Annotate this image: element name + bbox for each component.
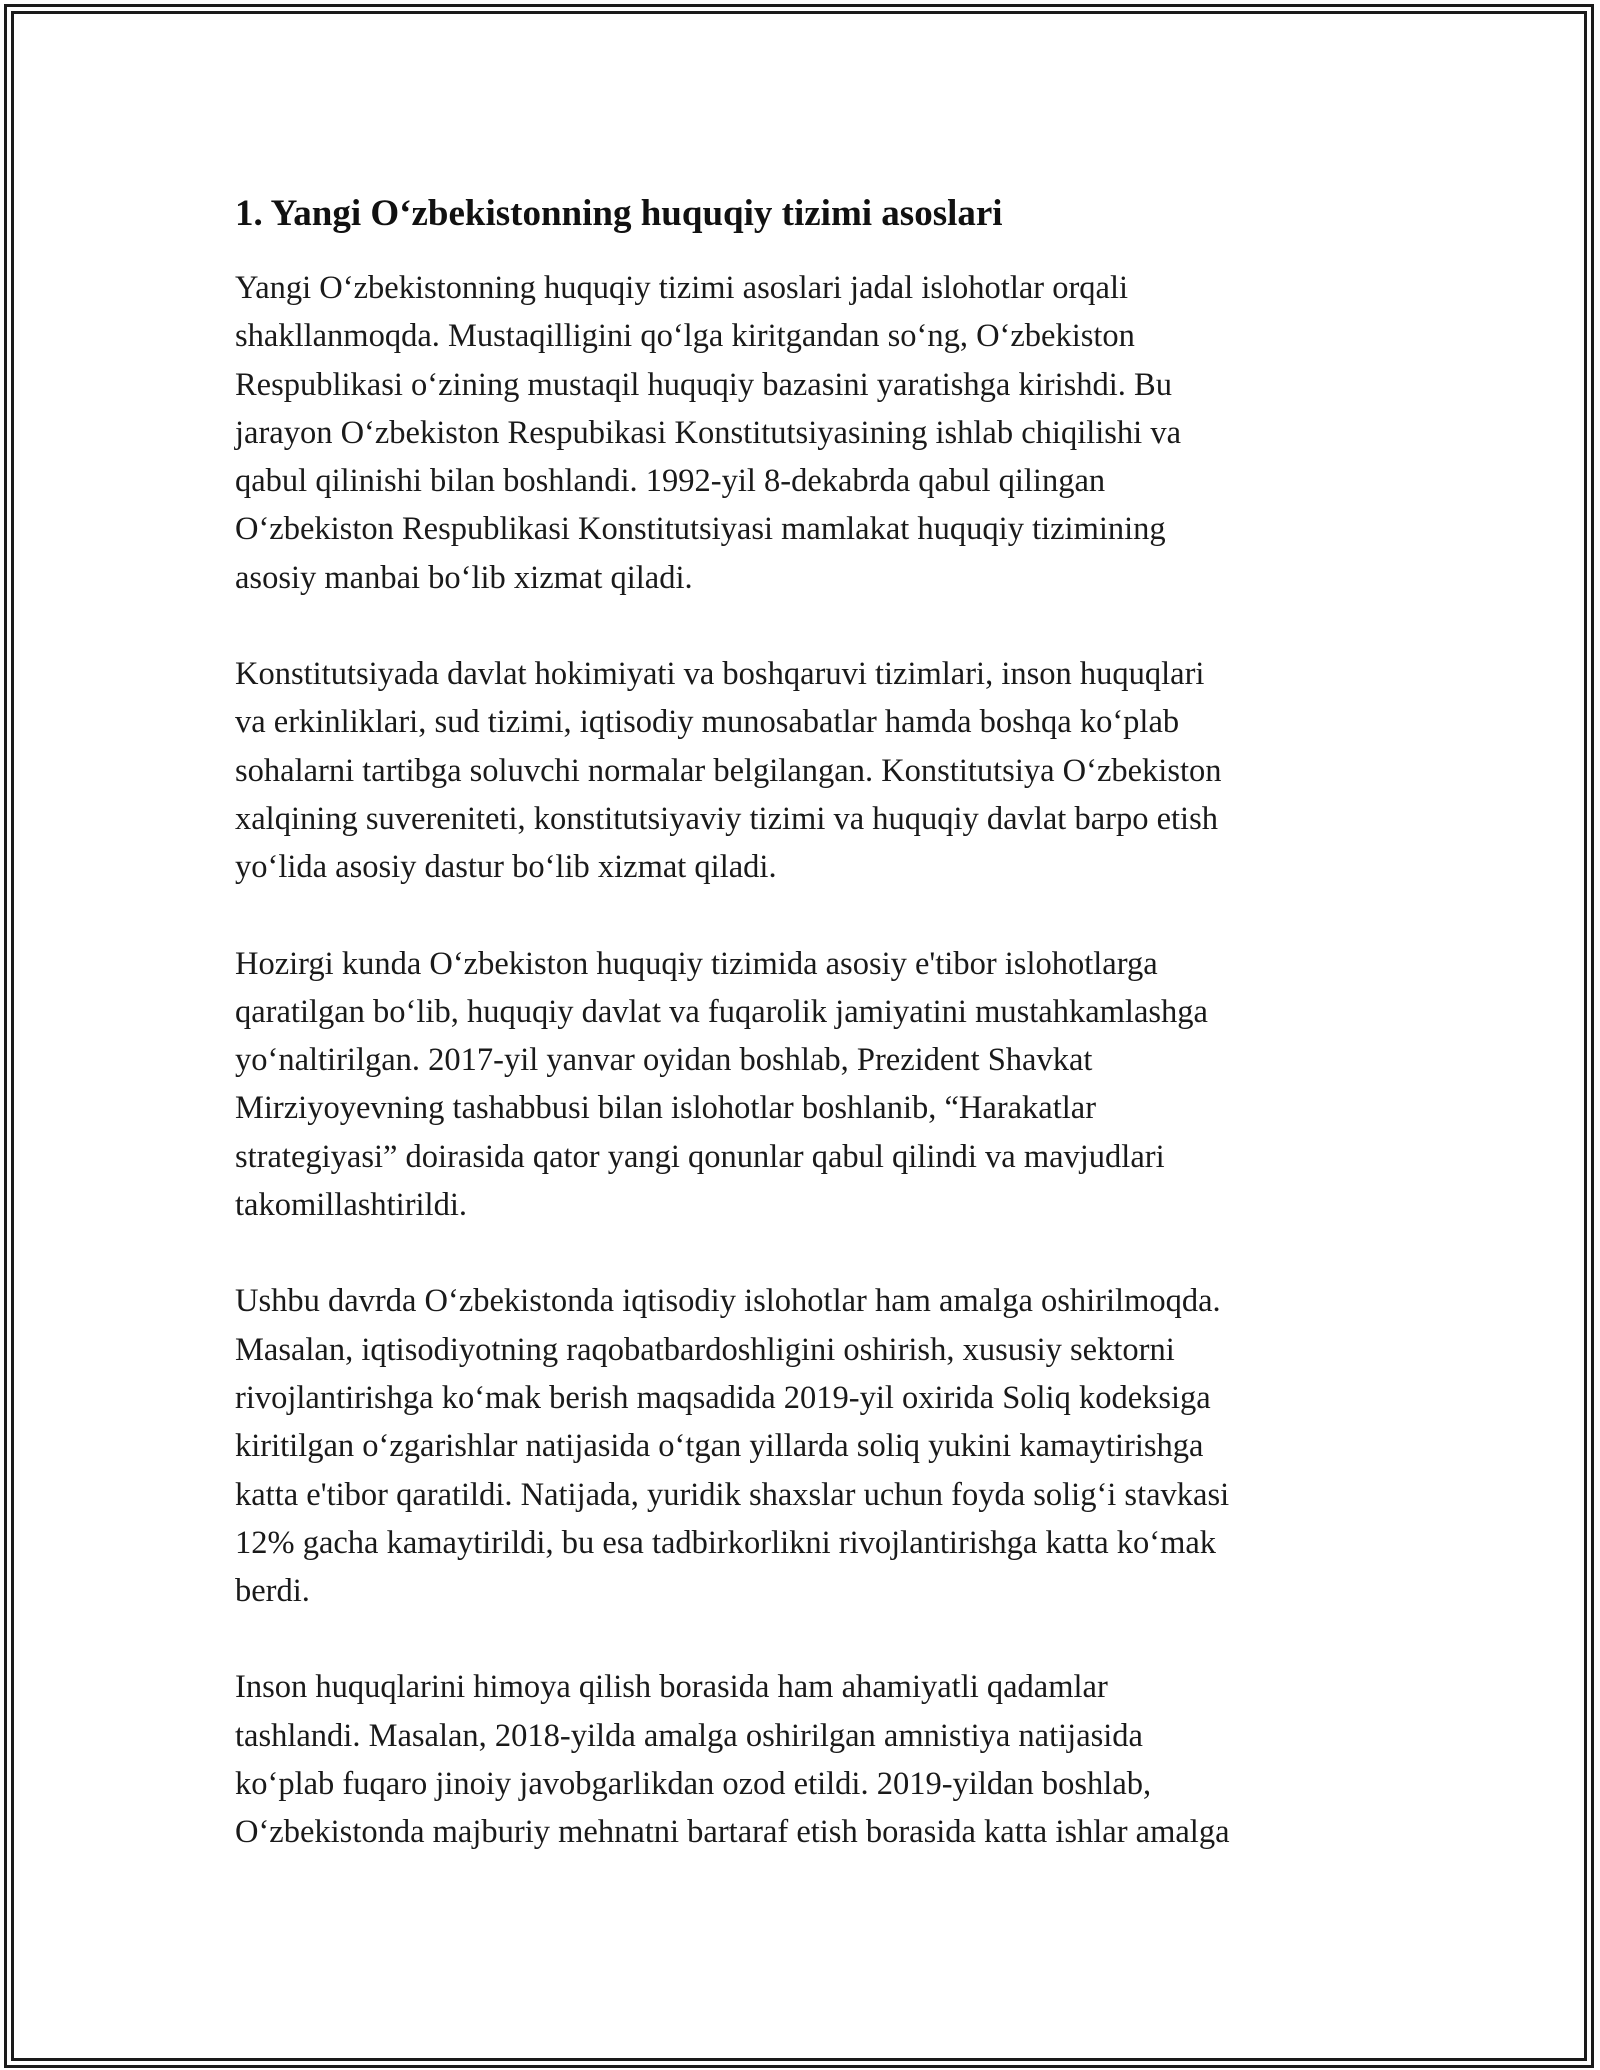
paragraph <box>235 650 1375 891</box>
text-line: qaratilgan bo‘lib, huquqiy davlat va fuqarolik jamiyatini mustahkamlashga <box>235 993 1208 1030</box>
text-line: takomillashtirildi. <box>235 1187 467 1224</box>
text-line: shakllanmoqda. Mustaqilligini qo‘lga kiritgandan so‘ng, O‘zbekiston <box>235 318 1135 355</box>
text-line: strategiyasi” doirasida qator yangi qonunlar qabul qilindi va mavjudlari <box>235 1138 1165 1175</box>
text-line: O‘zbekiston Respublikasi Konstitutsiyasi mamlakat huquqiy tizimining <box>235 511 1166 548</box>
paragraph <box>235 1663 1375 1856</box>
paragraph <box>235 940 1375 1230</box>
text-line: Respublikasi o‘zining mustaqil huquqiy bazasini yaratishga kirishdi. Bu <box>235 366 1172 403</box>
text-line: berdi. <box>235 1573 310 1610</box>
paragraph <box>235 1277 1375 1615</box>
text-line: Mirziyoyevning tashabbusi bilan islohotlar boshlanib, “Harakatlar <box>235 1090 1097 1127</box>
text-line: Hozirgi kunda O‘zbekiston huquqiy tizimida asosiy e'tibor islohotlarga <box>235 945 1158 982</box>
text-line: asosiy manbai bo‘lib xizmat qiladi. <box>235 559 693 596</box>
text-line: yo‘naltirilgan. 2017-yil yanvar oyidan boshlab, Prezident Shavkat <box>235 1042 1093 1079</box>
text-line: 12% gacha kamaytirildi, bu esa tadbirkorlikni rivojlantirishga katta ko‘mak <box>235 1524 1217 1561</box>
text-line: kiritilgan o‘zgarishlar natijasida o‘tgan yillarda soliq yukini kamaytirishga <box>235 1428 1204 1465</box>
text-line: katta e'tibor qaratildi. Natijada, yuridik shaxslar uchun foyda solig‘i stavkasi <box>235 1476 1230 1513</box>
text-line: Masalan, iqtisodiyotning raqobatbardoshligini oshirish, xususiy sektorni <box>235 1331 1175 1368</box>
text-line: O‘zbekistonda majburiy mehnatni bartaraf etish borasida katta ishlar amalga <box>235 1814 1230 1851</box>
text-line: Konstitutsiyada davlat hokimiyati va boshqaruvi tizimlari, inson huquqlari <box>235 656 1205 693</box>
paragraph <box>235 264 1375 602</box>
text-line: sohalarni tartibga soluvchi normalar belgilangan. Konstitutsiya O‘zbekiston <box>235 752 1222 789</box>
document-body <box>235 186 1375 1905</box>
text-line: tashlandi. Masalan, 2018-yilda amalga oshirilgan amnistiya natijasida <box>235 1717 1143 1754</box>
text-line: Ushbu davrda O‘zbekistonda iqtisodiy islohotlar ham amalga oshirilmoqda. <box>235 1283 1221 1320</box>
section-heading: 1. Yangi O‘zbekistonning huquqiy tizimi asoslari <box>235 193 1003 234</box>
text-line: yo‘lida asosiy dastur bo‘lib xizmat qiladi. <box>235 849 777 886</box>
text-line: qabul qilinishi bilan boshlandi. 1992-yil 8-dekabrda qabul qilingan <box>235 463 1106 500</box>
text-line: ko‘plab fuqaro jinoiy javobgarlikdan ozod etildi. 2019-yildan boshlab, <box>235 1766 1152 1803</box>
text-line: Yangi O‘zbekistonning huquqiy tizimi asoslari jadal islohotlar orqali <box>235 270 1129 306</box>
text-line: va erkinliklari, sud tizimi, iqtisodiy munosabatlar hamda boshqa ko‘plab <box>235 704 1180 741</box>
text-line: Inson huquqlarini himoya qilish borasida ham ahamiyatli qadamlar <box>235 1669 1108 1706</box>
text-line: xalqining suvereniteti, konstitutsiyaviy tizimi va huquqiy davlat barpo etish <box>235 800 1218 837</box>
text-line: rivojlantirishga ko‘mak berish maqsadida 2019-yil oxirida Soliq kodeksiga <box>235 1379 1211 1416</box>
text-line: jarayon O‘zbekiston Respubikasi Konstitutsiyasining ishlab chiqilishi va <box>235 414 1182 451</box>
